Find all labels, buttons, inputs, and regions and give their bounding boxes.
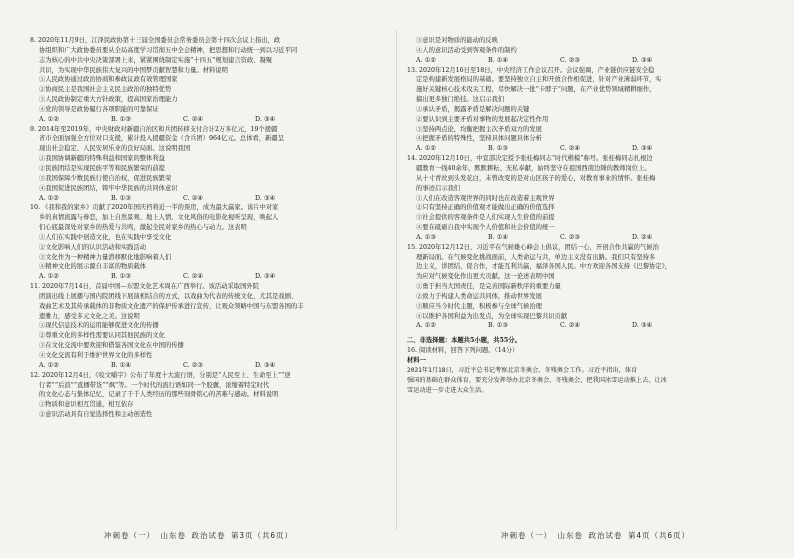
q8-option-4: ④党的领导是政协履行各项职能的可靠保证 [39,105,159,113]
q13-option-2: ②要认识到主要矛盾对事物的发展起决定性作用 [416,115,549,123]
q15-stem-line-3: 边主义，讲团结，促合作，才能互利共赢，福泽各国人民。中方欢迎各国支持《巴黎协定》， [416,263,672,271]
q11-option-3: ③在文化交流中要欢迎和借鉴各国文化在中国的传播 [39,342,184,350]
q13-stem-line-3: 施好关键核心技术攻关工程，尽快解决一批“卡脖子”问题，在产业优势领域精耕细作， [416,86,656,94]
q12-option-4: ④人的意识活动受到客观条件的制约 [416,46,517,54]
q11-stem-line-3: 戏曲艺术及其传承载体的非物质文化遗产的保护传承进行宣传，让观众领略中国与东盟各国的丰 [39,302,304,310]
q13-choices [407,144,764,154]
q11-stem-line-1: 11. 2020年7月14日，首届中国—东盟文化艺术周在广西举行。该活动采取国外院 [30,283,259,291]
q11-option-2: ②尊重文化的多样性需要认同其他民族的文化 [39,332,165,340]
q9-choices [30,194,383,204]
q8-option-3: ③人民政协制定重大方针政策，提高国家治理能力 [39,96,178,104]
q16-stem: 16. 阅读材料，回答下列问题。（14分） [407,347,519,355]
choice-a: A. ①② [39,194,59,202]
q13-stem-line-4: 搞出更多独门绝技。这启示我们 [416,96,505,104]
q9-stem-line-2: 省市全面加强全方位对口支援，累计投入援疆资金（含兵团）964亿元。总体看，新疆呈 [39,135,285,143]
q15-stem-line-2: 理新局面。在气候变化挑战面前，人类命运与共，单边主义没有出路。我们只有坚持多 [416,253,656,261]
choice-c: C. ②③ [560,56,580,64]
q8-stem-line-4: 共识，为实现中华民族伟大复兴的中国梦贡献智慧和力量。材料说明 [39,66,228,74]
q12-option-2: ②意识活动具有自觉选择性和主动创造性 [39,411,153,419]
q8-stem-line-1: 8. 2020年11月9日，江泽民政协第十三届全国委员会常务委员会第十四次会议上指出，政 [30,37,281,44]
choice-a: A. ①② [39,361,59,369]
q10-option-2: ②文化影响人们的认识活动和实践活动 [39,243,147,251]
choice-d: D. ③④ [255,273,276,281]
q15-option-4: ④以维护各国利益为出发点，为全球实现巴黎共识贡献 [416,312,568,320]
q10-stem-line-1: 10. 《我和我的家乡》贡献了2020年国庆档将近一半的票房，成为最大赢家。该片中对家 [30,204,279,212]
q8-stem-line-2: 协组织和广大政协委员要从全局高度学习贯彻五中全会精神，把思想和行动统一到以习近平同 [39,46,298,54]
q12-stem-line-2: 行者”“后浪”“直播带货”“飒”等。一个时代的流行语如同一个胶囊，浓缩着特定时代 [39,381,270,389]
q8-option-1: ①人民政协通过政治协商和参政议政有效管理国家 [39,76,178,84]
q14-option-2: ②只有坚持正确的价值观才能做出正确的价值选择 [416,204,555,212]
q15-option-1: ①勇于担当大国责任，是完善国际新秩序的重要力量 [416,283,561,291]
section-heading: 二、非选择题：本题共5小题，共55分。 [407,337,521,345]
q11-option-1: ①现代信息技术的运用能够促进文化的传播 [39,322,159,330]
q8-stem-line-3: 志为核心的中共中央决策部署上来，紧紧围绕制定实施“十四五”规划建言资政、凝聚 [39,56,273,64]
choice-d: D. ③④ [255,115,276,123]
q12-stem-line-1: 12. 2020年12月4日，《咬文嚼字》公布了年度十大流行语，分别是“人民至上、生命至上”“逆 [30,371,291,379]
choice-d: D. ③④ [255,361,276,369]
q14-stem-line-4: 的事迹启示我们 [416,184,461,192]
choice-a: A. ①③ [416,233,436,241]
q9-option-2: ②民族团结是实现民族平等和民族繁荣的前提 [39,164,165,172]
choice-b: B. ①③ [488,145,508,153]
material-line-3: 雪运动进一步走进大众生活。 [407,386,488,394]
choice-b: B. ①③ [111,115,131,123]
choice-c: C. ②③ [560,233,580,241]
q10-stem-line-3: 们心底最深处对家乡的热爱与共鸣，激起全民对家乡的热心与动力。这表明 [39,224,247,232]
q11-stem-line-4: 遗雅力，感受多元文化之美。这说明 [39,312,140,320]
q14-option-4: ④要在砥砺自我中实现个人价值和社会价值的统一 [416,224,555,232]
choice-b: B. ①③ [111,273,131,281]
q13-option-3: ③坚持两点论，均衡把握主次矛盾双方的发展 [416,125,542,133]
q8-option-2: ②协商民主是我国社会主义民主政治的独特优势 [39,86,172,94]
choice-c: C. ②④ [183,115,203,123]
choice-a: A. ①② [39,115,59,123]
choice-b: B. ①③ [488,322,508,330]
q12-choices [407,56,764,66]
q13-stem-line-1: 13. 2020年12月16日至18日，中央经济工作会议召开。会议强调，产业链供应链安全稳 [407,66,655,74]
q15-option-3: ③顺应当今时代主题，积极参与全球气候治理 [416,302,542,310]
q9-option-4: ④我国促进民族团结，铸牢中华民族的共同体意识 [39,184,178,192]
q11-option-4: ④文化交流有利于维护世界文化的多样性 [39,352,153,359]
material-label: 材料一 [407,357,426,364]
q14-stem-line-1: 14. 2020年12月10日，中宣部决定授予张桂梅同志“时代楷模”称号。张桂梅同志扎根边 [407,155,653,163]
q14-option-3: ③社会提供的客观条件是人们实现人生价值的前提 [416,214,555,222]
choice-a: A. ①② [39,273,59,281]
choice-d: D. ③④ [255,194,276,202]
choice-c: C. ②③ [183,361,203,369]
q14-choices [407,233,764,243]
q9-option-1: ①我国协调新疆的特殊利益和国家的整体利益 [39,155,165,163]
choice-b: B. ①④ [488,233,508,241]
q11-choices [30,361,383,371]
q10-option-1: ①人们在实践中创造文化，也在实践中享受文化 [39,233,172,241]
q13-stem-line-2: 定是构建新发展格局的基础。要坚持独立自主和开放合作相促进，针对产业薄弱环节，实 [416,76,662,84]
q15-stem-line-4: 为应对气候变化作出更大贡献。这一论述表明中国 [416,273,555,281]
choice-b: B. ①④ [111,361,131,369]
q14-stem-line-3: 从十寸青丝到头发花白，未曾改变的是对山区孩子的爱心，对教育事业的情怀。张桂梅 [416,174,656,182]
choice-d: D. ②④ [632,233,653,241]
q15-stem-line-1: 15. 2020年12月12日，习近平在气候雄心峰会上倡议，团结一心，开创合作共赢的气候治 [407,243,659,251]
right-page [397,0,794,558]
q15-option-2: ②致力于构建人类命运共同体，推动世界发展 [416,292,542,300]
q13-option-4: ④把握矛盾的特殊性，坚持具体问题具体分析 [416,135,542,143]
q15-choices [407,321,764,331]
page-footer-left: 冲刺卷（一） 山东卷 政治试卷 第3页（共6页） [103,531,294,541]
q9-stem-line-1: 9. 2014年至2019年，中央财政对新疆自治区和兵团转移支付合计2万多亿元，19个援疆 [30,125,278,133]
choice-a: A. ①② [416,322,436,330]
choice-c: C. ②④ [183,194,203,202]
q12-option-3: ③意识是对物质的能动的反映 [416,37,498,44]
q14-stem-line-2: 疆教育一线40余年，默默耕耘、无私奉献，始终坚守在祖国西南边陲的教师岗位上。 [416,164,651,172]
q14-option-1: ①人们在改造客观世界的同时也在改造着主观世界 [416,194,555,202]
choice-c: C. ②④ [183,273,203,281]
choice-b: B. ①③ [111,194,131,202]
choice-a: A. ①② [416,56,436,64]
q12-option-1: ①物质和意识相互贯通，相互依存 [39,401,134,409]
q13-option-1: ①承认矛盾，揭露矛盾是解决问题的关键 [416,105,530,113]
q10-choices [30,272,383,282]
choice-c: C. ②④ [560,145,580,153]
q12-stem-line-3: 的文化心态与集体记忆，记录了千千人类经历的那些刻骨铭心的苦难与感动。材料说明 [39,391,279,399]
q11-stem-line-2: 团演出线上展播与国内院团线下展演相结合的方式，以戏曲为代表的传统文化，尤其是戏剧、 [39,292,298,300]
q10-option-4: ④精神文化的展示源自丰富的物质载体 [39,263,147,271]
choice-b: B. ①④ [488,56,508,64]
q9-stem-line-3: 现出社会稳定、人民安居乐业的良好局面。这说明我国 [39,145,191,153]
choice-c: C. ②④ [560,322,580,330]
q10-stem-line-2: 乡的真情流露与眷恋，加上自然景观、地上人情、文化风俗的电影化视听呈现，唤起人 [39,214,279,222]
q8-choices [30,115,383,125]
choice-a: A. ①② [416,145,436,153]
page-footer-right: 冲刺卷（一） 山东卷 政治试卷 第4页（共6页） [500,531,691,541]
material-line-1: 2021年1月18日，习近平总书记考察北京冬奥会、冬残奥会工作。习近平指出，体育 [407,366,638,374]
material-line-2: 强国的基础在群众体育，要充分发挥举办北京冬奥会、冬残奥会，把我国冰雪运动推上去，让冰 [407,376,667,384]
choice-d: D. ③④ [632,322,653,330]
choice-d: D. ③④ [632,56,653,64]
choice-d: D. ③④ [632,145,653,153]
q10-option-3: ③文化作为一种精神力量潜移默化地影响着人们 [39,253,172,261]
q9-option-3: ③我国保障少数民族行使自治权，促进民族繁荣 [39,174,172,182]
